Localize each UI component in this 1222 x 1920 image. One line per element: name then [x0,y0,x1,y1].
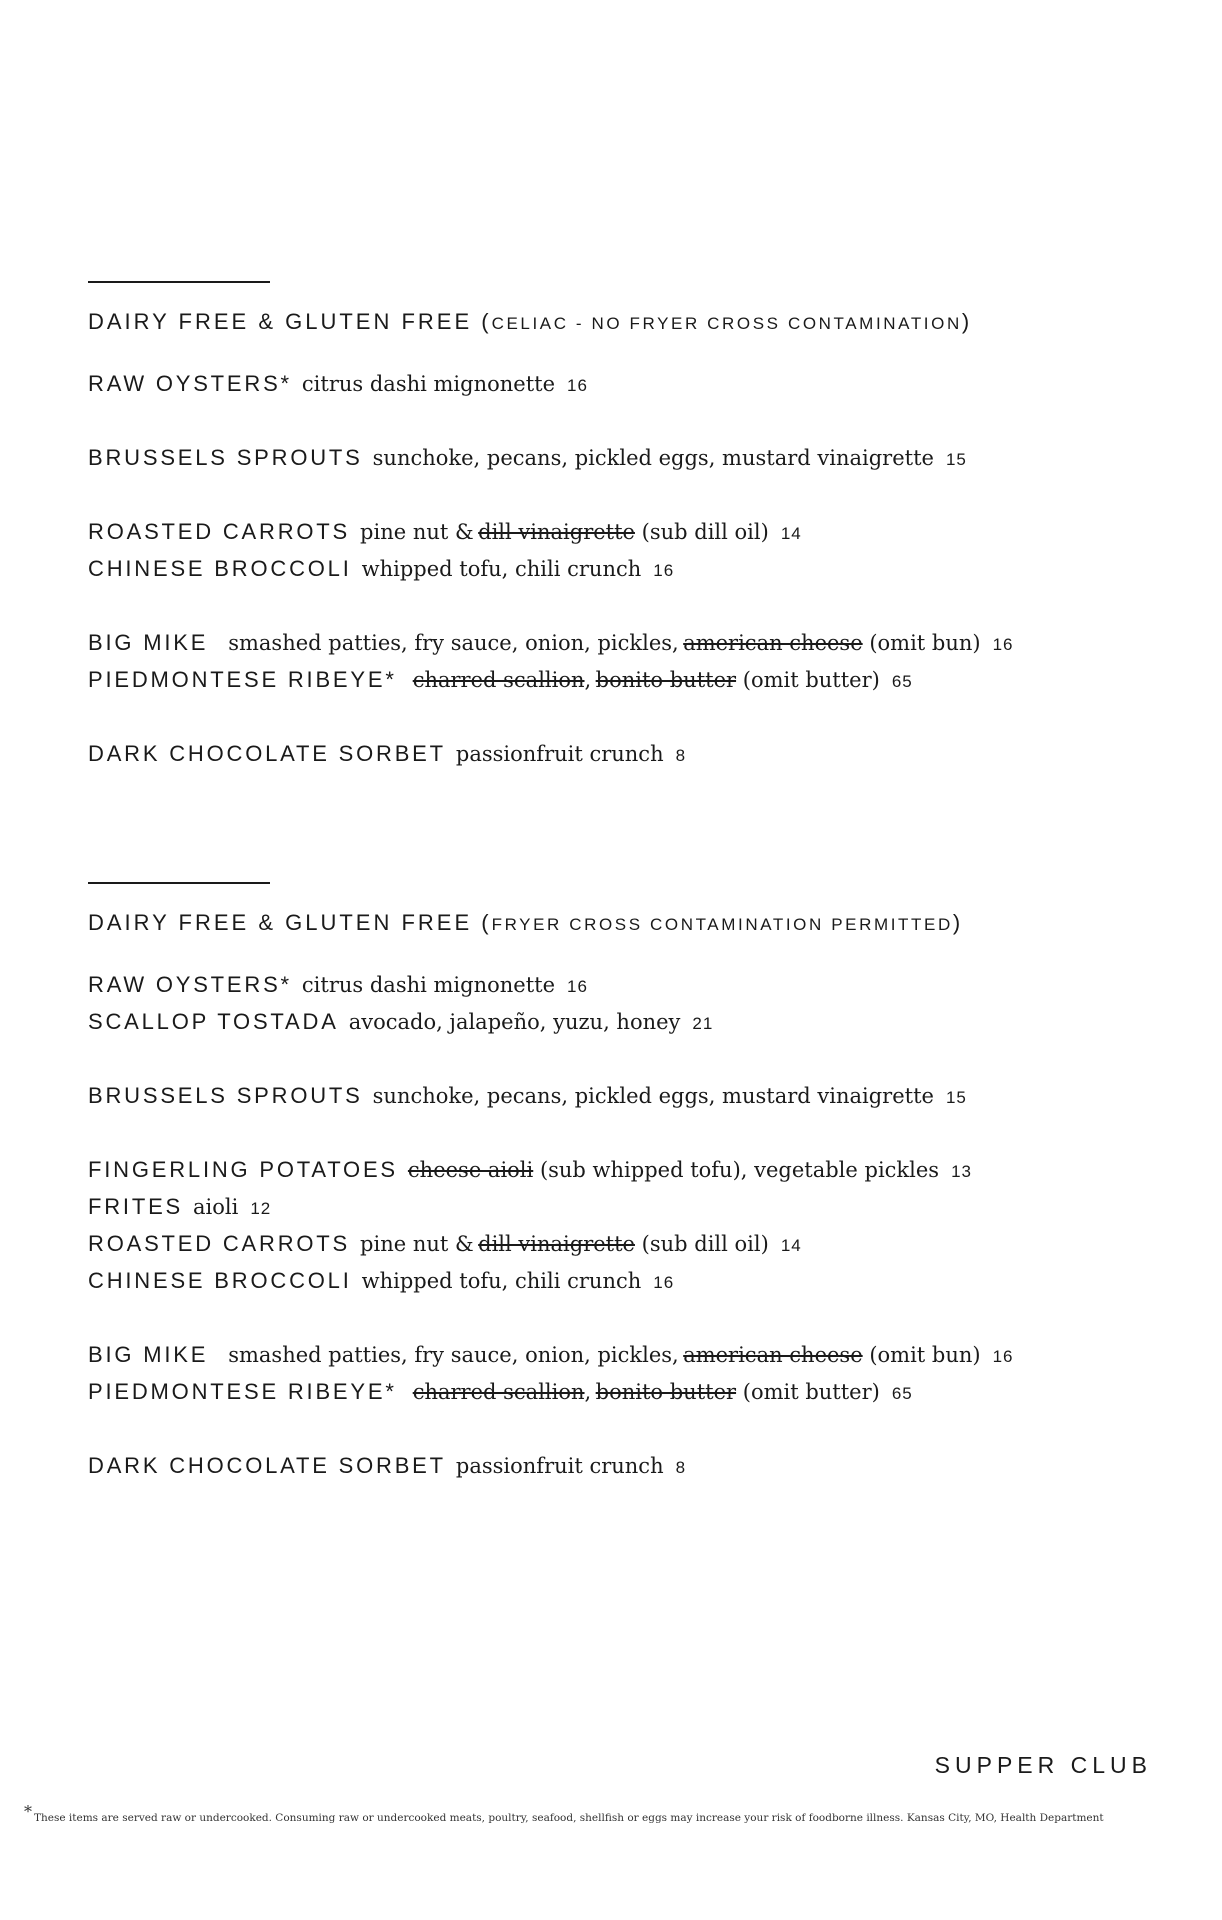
menu-item-dark-chocolate-sorbet: DARK CHOCOLATE SORBET passionfruit crunch 8 [88,1453,687,1478]
section-subheading: CELIAC - NO FRYER CROSS CONTAMINATION [491,314,962,333]
menu-item-chinese-broccoli: CHINESE BROCCOLI whipped tofu, chili crunch 16 [88,1268,675,1293]
menu-item-fingerling-potatoes: FINGERLING POTATOES cheese aioli (sub whipped tofu), vegetable pickles 13 [88,1157,972,1182]
menu-item-big-mike: BIG MIKE smashed patties, fry sauce, onion, pickles, american cheese (omit bun) 16 [88,1342,1014,1367]
menu-item-roasted-carrots: ROASTED CARROTS pine nut & dill vinaigrette (sub dill oil) 14 [88,1231,802,1256]
menu-item-brussels-sprouts: BRUSSELS SPROUTS sunchoke, pecans, pickled eggs, mustard vinaigrette 15 [88,445,967,470]
health-footnote [24,1802,1204,1825]
menu-item-roasted-carrots: ROASTED CARROTS pine nut & dill vinaigrette (sub dill oil) 14 [88,519,802,544]
section-divider [88,281,270,283]
menu-item-piedmontese-ribeye: PIEDMONTESE RIBEYE* charred scallion, bonito butter (omit butter) 65 [88,667,913,692]
section-subheading: FRYER CROSS CONTAMINATION PERMITTED [491,915,953,934]
section-heading: DAIRY FREE & GLUTEN FREE (CELIAC - NO FRYER CROSS CONTAMINATION) [88,309,973,334]
menu-section-celiac [88,281,1168,772]
menu-item-chinese-broccoli: CHINESE BROCCOLI whipped tofu, chili crunch 16 [88,556,675,581]
footnote-text: These items are served raw or undercooked. Consuming raw or undercooked meats, poultry, seafood, shellfish or eggs may increase your risk of foodborne illness. Kansas City, MO, Health Department [34,1812,1104,1824]
menu-item-big-mike: BIG MIKE smashed patties, fry sauce, onion, pickles, american cheese (omit bun) 16 [88,630,1014,655]
restaurant-brand: SUPPER CLUB [934,1752,1152,1778]
section-heading: DAIRY FREE & GLUTEN FREE (FRYER CROSS CONTAMINATION PERMITTED) [88,910,964,935]
menu-item-brussels-sprouts: BRUSSELS SPROUTS sunchoke, pecans, pickled eggs, mustard vinaigrette 15 [88,1083,967,1108]
footnote-asterisk: * [24,1802,32,1821]
menu-section-fryer-permitted [88,882,1168,1484]
menu-item-frites: FRITES aioli 12 [88,1194,272,1219]
section-divider [88,882,270,884]
menu-item-dark-chocolate-sorbet: DARK CHOCOLATE SORBET passionfruit crunch 8 [88,741,687,766]
menu-item-piedmontese-ribeye: PIEDMONTESE RIBEYE* charred scallion, bonito butter (omit butter) 65 [88,1379,913,1404]
menu-item-raw-oysters: RAW OYSTERS* citrus dashi mignonette 16 [88,371,588,396]
menu-item-scallop-tostada: SCALLOP TOSTADA avocado, jalapeño, yuzu, honey 21 [88,1009,714,1034]
menu-item-raw-oysters: RAW OYSTERS* citrus dashi mignonette 16 [88,972,588,997]
